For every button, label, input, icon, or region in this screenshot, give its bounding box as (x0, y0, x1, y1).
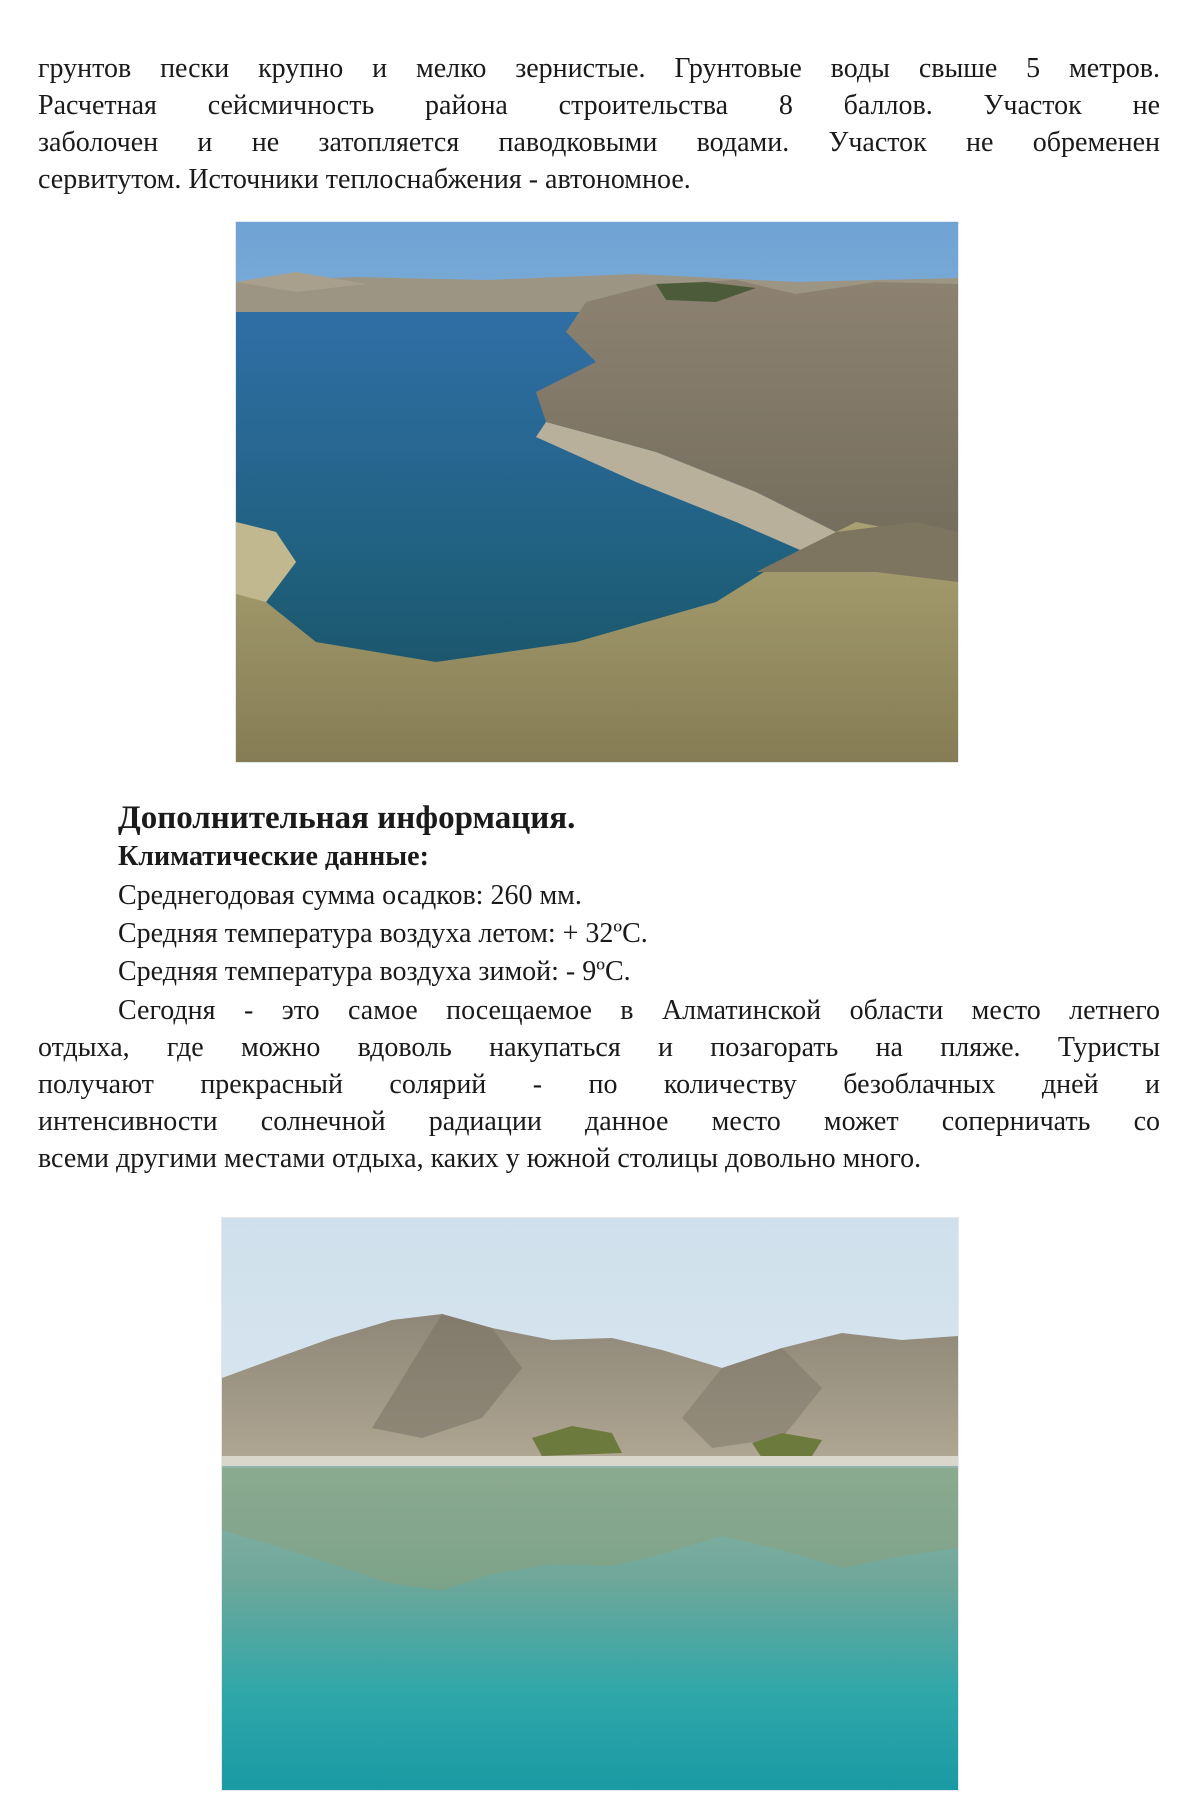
intro-line: Расчетная сейсмичность района строительства 8 баллов. Участок не (38, 90, 1160, 121)
intro-line: грунтов пески крупно и мелко зернистые. Грунтовые воды свыше 5 метров. (38, 53, 1160, 84)
intro-line: сервитутом. Источники теплоснабжения - автономное. (38, 164, 691, 195)
intro-paragraph (38, 50, 1160, 198)
section-subheading: Климатические данные: (118, 841, 429, 872)
tourism-line: получают прекрасный солярий - по количеству безоблачных дней и (38, 1069, 1160, 1100)
intro-line: заболочен и не затопляется паводковыми водами. Участок не обременен (38, 127, 1160, 158)
tourism-paragraph (38, 992, 1160, 1177)
reservoir-canyon-photo (236, 222, 958, 762)
climate-fact-precipitation: Среднегодовая сумма осадков: 260 мм. (118, 880, 582, 911)
tourism-line: отдыха, где можно вдоволь накупаться и позагорать на пляже. Туристы (38, 1032, 1160, 1063)
tourism-line: всеми другими местами отдыха, каких у южной столицы довольно много. (38, 1143, 922, 1174)
climate-fact-summer-temperature: Средняя температура воздуха летом: + 32ºC. (118, 918, 648, 949)
climate-fact-winter-temperature: Средняя температура воздуха зимой: - 9ºC. (118, 956, 631, 987)
tourism-line: Сегодня - это самое посещаемое в Алматинской области место летнего (118, 995, 1160, 1026)
tourism-line: интенсивности солнечной радиации данное место может соперничать со (38, 1106, 1160, 1137)
section-heading: Дополнительная информация. (118, 800, 576, 836)
lake-reflection-photo (222, 1218, 958, 1790)
